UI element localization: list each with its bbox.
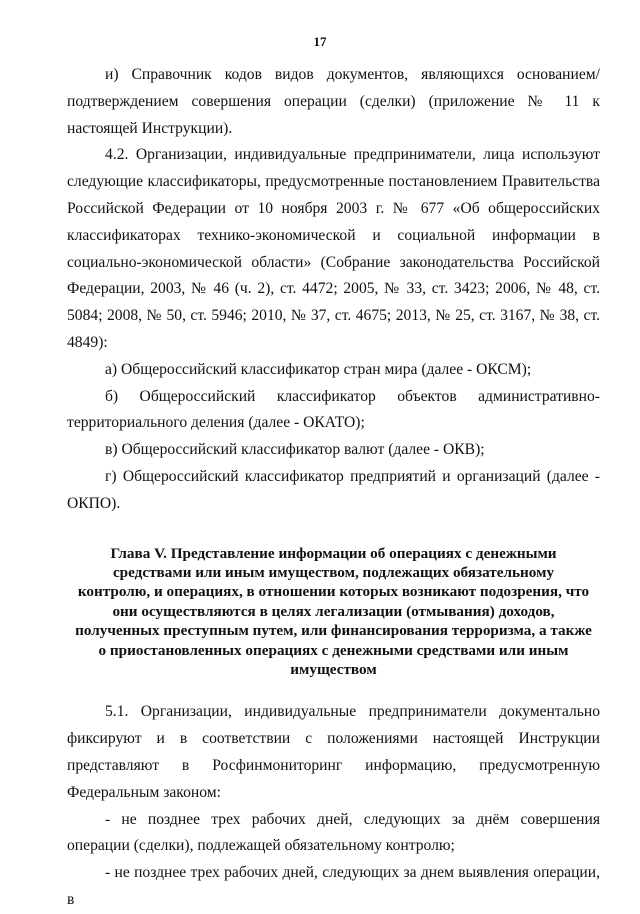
document-body [67,62,600,914]
paragraph-reference-codes: и) Справочник кодов видов документов, являющихся основанием/подтверждением совершения операции (сделки) (приложение № 11 к настоящей Инструкции). [67,66,600,137]
paragraph-okv: в) Общероссийский классификатор валют (далее - ОКВ); [105,441,485,459]
paragraph-okpo: г) Общероссийский классификатор предприятий и организаций (далее - ОКПО). [67,467,600,512]
paragraph-deadline-mandatory: - не позднее трех рабочих дней, следующих за днём совершения операции (сделки), подлежащей обязательному контролю; [67,810,600,855]
chapter-heading: Глава V. Представление информации об операциях с денежными средствами или иным имуществом, подлежащих обязательному контролю, и операциях, в отношении которых возникают подозрения, что они осуществляются в целях легализации (отмывания) доходов, полученных преступным путем, или финансирования терроризма, а также о приостановленных операциях с денежными средствами или иным имуществом [75,544,592,678]
paragraph-5-1: 5.1. Организации, индивидуальные предприниматели документально фиксируют и в соответствии с положениями настоящей Инструкции представляют в Росфинмониторинг информацию, предусмотренную Федеральным законом: [67,703,600,801]
paragraph-deadline-detection: - не позднее трех рабочих дней, следующих за днем выявления операции, в [67,864,600,908]
paragraph-oksm: а) Общероссийский классификатор стран мира (далее - ОКСМ); [105,360,532,378]
page-number: 17 [313,34,327,49]
paragraph-4-2: 4.2. Организации, индивидуальные предприниматели, лица используют следующие классификаторы, предусмотренные постановлением Правительства Российской Федерации от 10 ноября 2003 г. № 677 «Об общероссийских классификаторах технико-экономической и социальной информации в социально-экономической области» (Собрание законодательства Российской Федерации, 2003, № 46 (ч. 2), ст. 4472; 2005, № 33, ст. 3423; 2006, № 48, ст. 5084; 2008, № 50, ст. 5946; 2010, № 37, ст. 4675; 2013, № 25, ст. 3167, № 38, ст. 4849): [67,146,600,351]
paragraph-okato: б) Общероссийский классификатор объектов административно-территориального деления (далее - ОКАТО); [67,387,600,432]
